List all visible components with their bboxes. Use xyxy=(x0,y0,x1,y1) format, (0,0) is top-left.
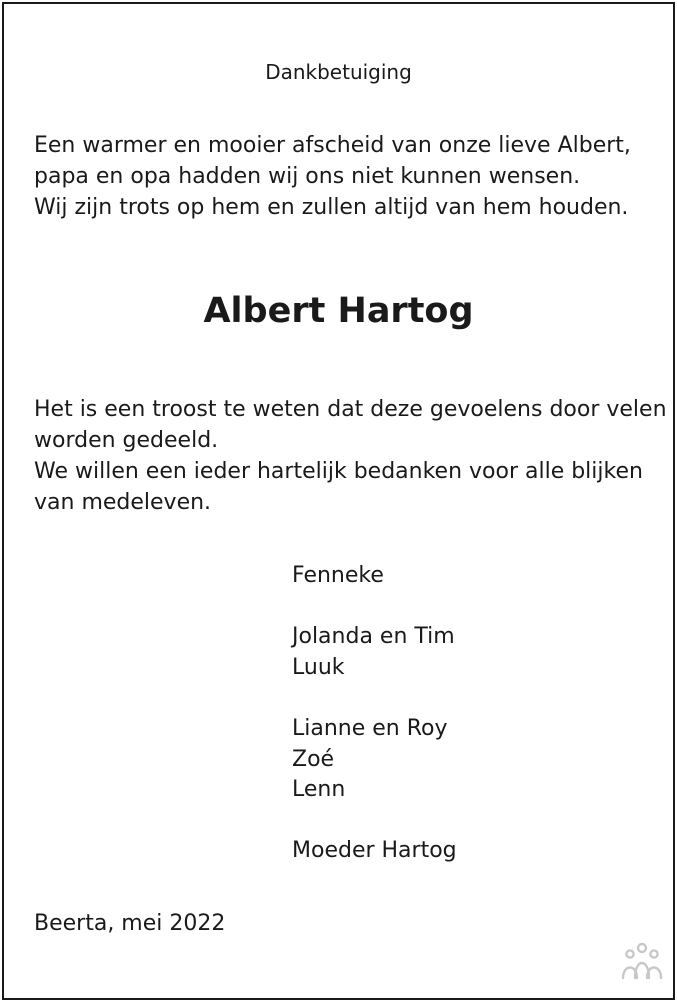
intro-line: Wij zijn trots op hem en zullen altijd van hem houden. xyxy=(34,195,629,220)
thanks-line: van medeleven. xyxy=(34,490,212,515)
family-member: Fenneke xyxy=(292,563,384,588)
intro-line: Een warmer en mooier afscheid van onze lieve Albert, xyxy=(34,133,631,158)
thanks-paragraph xyxy=(34,394,667,518)
family-group xyxy=(292,836,457,867)
people-group-icon xyxy=(619,942,665,982)
deceased-name: Albert Hartog xyxy=(203,291,474,331)
notice-heading: Dankbetuiging xyxy=(265,60,412,84)
intro-paragraph xyxy=(34,130,654,223)
place-date: Beerta, mei 2022 xyxy=(34,911,226,936)
family-member: Lianne en Roy xyxy=(292,715,448,741)
family-group xyxy=(292,714,457,806)
thanks-line: Het is een troost te weten dat deze gevoelens door velen xyxy=(34,397,667,422)
thanks-line: worden gedeeld. xyxy=(34,428,219,453)
family-group xyxy=(292,561,457,592)
family-member: Zoé xyxy=(292,746,335,772)
family-member: Jolanda en Tim xyxy=(292,624,455,650)
intro-line: papa en opa hadden wij ons niet kunnen wensen. xyxy=(34,164,581,189)
family-member: Lenn xyxy=(292,777,346,803)
family-list xyxy=(292,561,457,867)
family-member: Luuk xyxy=(292,654,345,680)
family-group xyxy=(292,622,457,683)
family-member: Moeder Hartog xyxy=(292,838,457,864)
thanks-line: We willen een ieder hartelijk bedanken voor alle blijken xyxy=(34,459,643,484)
